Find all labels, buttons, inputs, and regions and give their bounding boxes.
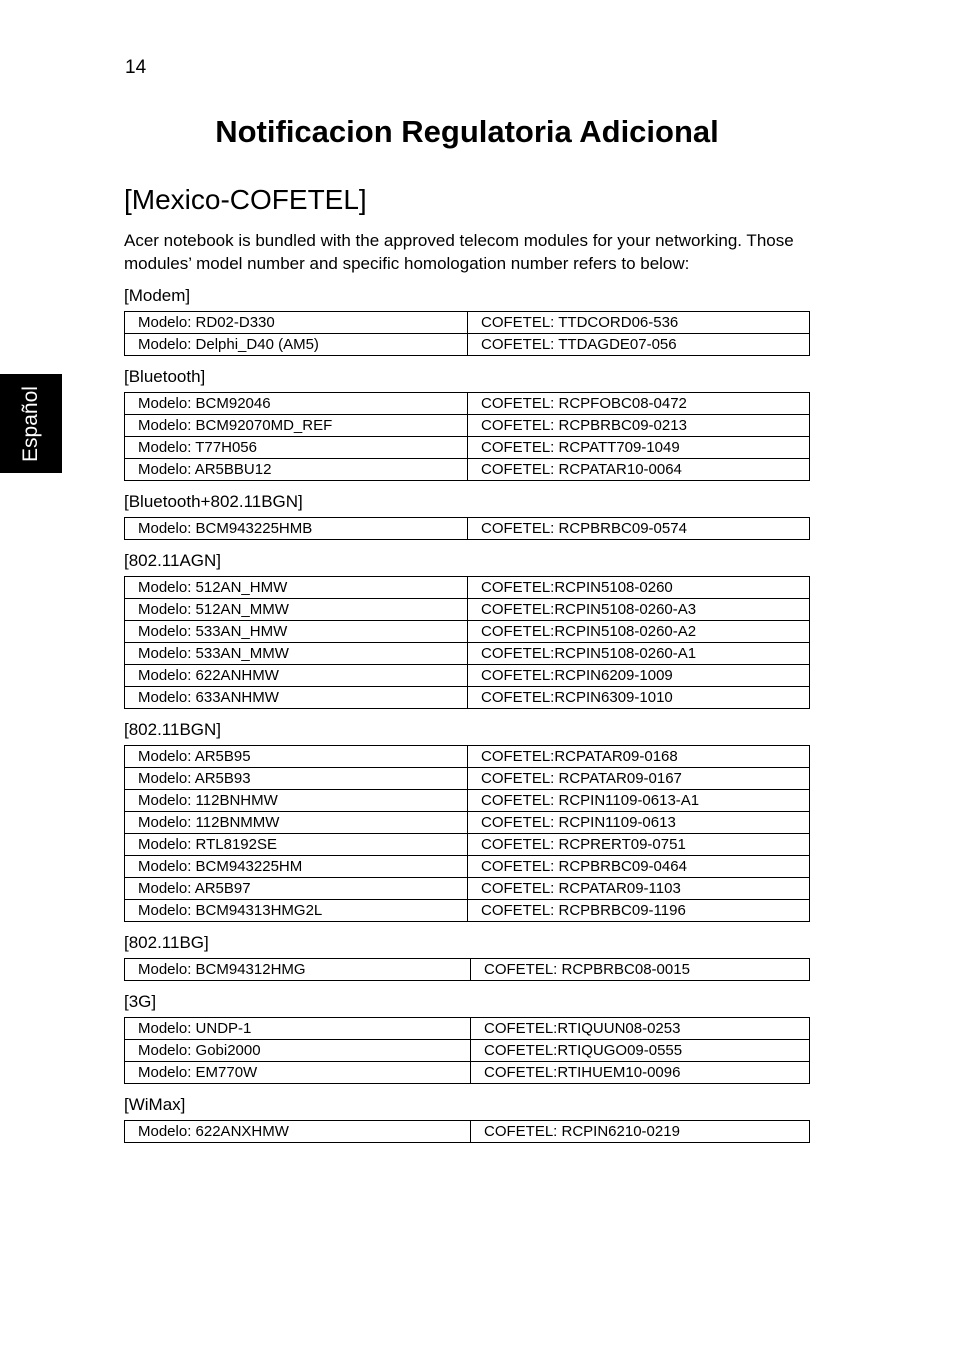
model-cell: Modelo: Delphi_D40 (AM5)	[125, 334, 468, 356]
table-row	[125, 437, 810, 459]
cofetel-cell: COFETEL: RCPBRBC09-0213	[468, 415, 810, 437]
cofetel-cell: COFETEL:RTIHUEM10-0096	[471, 1062, 810, 1084]
table-row	[125, 768, 810, 790]
model-cell: Modelo: BCM943225HM	[125, 856, 468, 878]
module-table	[124, 958, 810, 981]
table-row	[125, 900, 810, 922]
model-cell: Modelo: RTL8192SE	[125, 834, 468, 856]
table-row	[125, 878, 810, 900]
table-row	[125, 415, 810, 437]
page-number: 14	[125, 57, 147, 78]
table-row	[125, 621, 810, 643]
table-row	[125, 687, 810, 709]
model-cell: Modelo: BCM943225HMB	[125, 518, 468, 540]
table-row	[125, 959, 810, 981]
cofetel-cell: COFETEL: RCPBRBC08-0015	[471, 959, 810, 981]
intro-paragraph: Acer notebook is bundled with the approved telecom modules for your networking. Those modules’ model number and specific homologation number refers to below:	[124, 231, 794, 273]
cofetel-cell: COFETEL: TTDAGDE07-056	[468, 334, 810, 356]
table-row	[125, 665, 810, 687]
section-label: [WiMax]	[124, 1095, 186, 1114]
cofetel-cell: COFETEL:RCPIN5108-0260-A3	[468, 599, 810, 621]
module-table	[124, 392, 810, 481]
model-cell: Modelo: 112BNHMW	[125, 790, 468, 812]
model-cell: Modelo: AR5BBU12	[125, 459, 468, 481]
table-row	[125, 643, 810, 665]
model-cell: Modelo: EM770W	[125, 1062, 471, 1084]
cofetel-cell: COFETEL: RCPIN6210-0219	[471, 1121, 810, 1143]
model-cell: Modelo: Gobi2000	[125, 1040, 471, 1062]
regulatory-sections	[124, 284, 810, 1152]
cofetel-cell: COFETEL: TTDCORD06-536	[468, 312, 810, 334]
language-side-tab	[0, 374, 62, 473]
table-row	[125, 1018, 810, 1040]
module-table	[124, 1017, 810, 1084]
cofetel-cell: COFETEL: RCPATAR09-0167	[468, 768, 810, 790]
cofetel-cell: COFETEL:RCPIN5108-0260-A2	[468, 621, 810, 643]
section-label: [Modem]	[124, 286, 191, 305]
table-row	[125, 577, 810, 599]
table-row	[125, 459, 810, 481]
model-cell: Modelo: 112BNMMW	[125, 812, 468, 834]
table-row	[125, 790, 810, 812]
model-cell: Modelo: 512AN_MMW	[125, 599, 468, 621]
module-table	[124, 517, 810, 540]
table-row	[125, 334, 810, 356]
module-table	[124, 311, 810, 356]
model-cell: Modelo: AR5B93	[125, 768, 468, 790]
model-cell: Modelo: BCM92070MD_REF	[125, 415, 468, 437]
table-row	[125, 1121, 810, 1143]
section-label: [802.11BG]	[124, 933, 209, 952]
cofetel-cell: COFETEL: RCPATT709-1049	[468, 437, 810, 459]
section-label: [Bluetooth+802.11BGN]	[124, 492, 303, 511]
page-title: Notificacion Regulatoria Adicional	[215, 114, 719, 149]
cofetel-cell: COFETEL:RCPIN5108-0260-A1	[468, 643, 810, 665]
cofetel-cell: COFETEL: RCPATAR09-1103	[468, 878, 810, 900]
model-cell: Modelo: 533AN_MMW	[125, 643, 468, 665]
model-cell: Modelo: AR5B95	[125, 746, 468, 768]
model-cell: Modelo: BCM94313HMG2L	[125, 900, 468, 922]
cofetel-cell: COFETEL: RCPRERT09-0751	[468, 834, 810, 856]
module-table	[124, 576, 810, 709]
table-row	[125, 746, 810, 768]
cofetel-cell: COFETEL:RTIQUGO09-0555	[471, 1040, 810, 1062]
cofetel-cell: COFETEL:RCPATAR09-0168	[468, 746, 810, 768]
section-label: [Bluetooth]	[124, 367, 206, 386]
table-row	[125, 393, 810, 415]
module-table	[124, 745, 810, 922]
table-row	[125, 599, 810, 621]
section-label: [3G]	[124, 992, 157, 1011]
cofetel-cell: COFETEL: RCPATAR10-0064	[468, 459, 810, 481]
model-cell: Modelo: BCM92046	[125, 393, 468, 415]
model-cell: Modelo: 533AN_HMW	[125, 621, 468, 643]
language-side-tab-label: Español	[19, 385, 43, 462]
model-cell: Modelo: AR5B97	[125, 878, 468, 900]
cofetel-cell: COFETEL: RCPIN1109-0613-A1	[468, 790, 810, 812]
model-cell: Modelo: 622ANXHMW	[125, 1121, 471, 1143]
cofetel-cell: COFETEL:RCPIN6209-1009	[468, 665, 810, 687]
model-cell: Modelo: 633ANHMW	[125, 687, 468, 709]
model-cell: Modelo: 622ANHMW	[125, 665, 468, 687]
section-subtitle: [Mexico-COFETEL]	[124, 184, 367, 215]
cofetel-cell: COFETEL:RCPIN5108-0260	[468, 577, 810, 599]
table-row	[125, 518, 810, 540]
table-row	[125, 1040, 810, 1062]
cofetel-cell: COFETEL: RCPIN1109-0613	[468, 812, 810, 834]
model-cell: Modelo: RD02-D330	[125, 312, 468, 334]
model-cell: Modelo: T77H056	[125, 437, 468, 459]
table-row	[125, 312, 810, 334]
cofetel-cell: COFETEL: RCPBRBC09-0574	[468, 518, 810, 540]
cofetel-cell: COFETEL: RCPBRBC09-1196	[468, 900, 810, 922]
model-cell: Modelo: 512AN_HMW	[125, 577, 468, 599]
table-row	[125, 812, 810, 834]
cofetel-cell: COFETEL:RTIQUUN08-0253	[471, 1018, 810, 1040]
cofetel-cell: COFETEL: RCPBRBC09-0464	[468, 856, 810, 878]
cofetel-cell: COFETEL: RCPFOBC08-0472	[468, 393, 810, 415]
section-label: [802.11AGN]	[124, 551, 222, 570]
model-cell: Modelo: BCM94312HMG	[125, 959, 471, 981]
section-label: [802.11BGN]	[124, 720, 222, 739]
table-row	[125, 856, 810, 878]
table-row	[125, 1062, 810, 1084]
model-cell: Modelo: UNDP-1	[125, 1018, 471, 1040]
module-table	[124, 1120, 810, 1143]
cofetel-cell: COFETEL:RCPIN6309-1010	[468, 687, 810, 709]
table-row	[125, 834, 810, 856]
